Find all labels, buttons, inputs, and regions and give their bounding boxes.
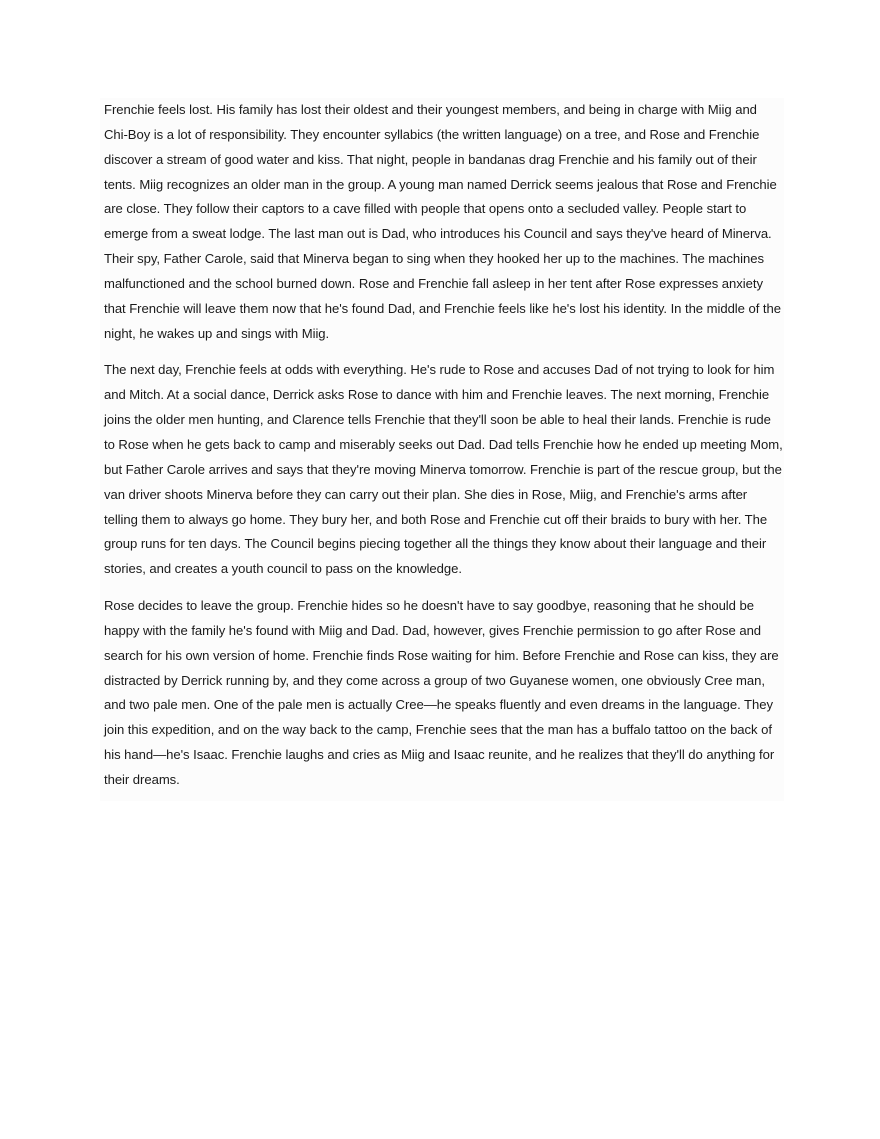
paragraph-3: Rose decides to leave the group. Frenchie hides so he doesn't have to say goodbye, reasoning that he should be happy with the family he's found with Miig and Dad. Dad, however, gives Frenchie permission to go after Rose and search for his own version of home. Frenchie finds Rose waiting for him. Before Frenchie and Rose can kiss, they are distracted by Derrick running by, and they come across a group of two Guyanese women, one obviously Cree man, and two pale men. One of the pale men is actually Cree—he speaks fluently and even dreams in the language. They join this expedition, and on the way back to the camp, Frenchie sees that the man has a buffalo tattoo on the back of his hand—he's Isaac. Frenchie laughs and cries as Miig and Isaac reunite, and he realizes that they'll do anything for their dreams. — [104, 598, 779, 787]
paragraph-2: The next day, Frenchie feels at odds with everything. He's rude to Rose and accuses Dad of not trying to look for him and Mitch. At a social dance, Derrick asks Rose to dance with him and Frenchie leaves. The next morning, Frenchie joins the older men hunting, and Clarence tells Frenchie that they'll soon be able to heal their lands. Frenchie is rude to Rose when he gets back to camp and miserably seeks out Dad. Dad tells Frenchie how he ended up meeting Mom, but Father Carole arrives and says that they're moving Minerva tomorrow. Frenchie is part of the rescue group, but the van driver shoots Minerva before they can carry out their plan. She dies in Rose, Miig, and Frenchie's arms after telling them to always go home. They bury her, and both Rose and Frenchie cut off their braids to bury with her. The group runs for ten days. The Council begins piecing together all the things they know about their language and their stories, and creates a youth council to pass on the knowledge. — [104, 362, 783, 577]
paragraph-1: Frenchie feels lost. His family has lost their oldest and their youngest members, and being in charge with Miig and Chi-Boy is a lot of responsibility. They encounter syllabics (the written language) on a tree, and Rose and Frenchie discover a stream of good water and kiss. That night, people in bandanas drag Frenchie and his family out of their tents. Miig recognizes an older man in the group. A young man named Derrick seems jealous that Rose and Frenchie are close. They follow their captors to a cave filled with people that opens onto a secluded valley. People start to emerge from a sweat lodge. The last man out is Dad, who introduces his Council and says they've heard of Minerva. Their spy, Father Carole, said that Minerva began to sing when they hooked her up to the machines. The machines malfunctioned and the school burned down. Rose and Frenchie fall asleep in her tent after Rose expresses anxiety that Frenchie will leave them now that he's found Dad, and Frenchie feels like he's lost his identity. In the middle of the night, he wakes up and sings with Miig. — [104, 102, 781, 341]
summary-text-block — [100, 98, 784, 801]
